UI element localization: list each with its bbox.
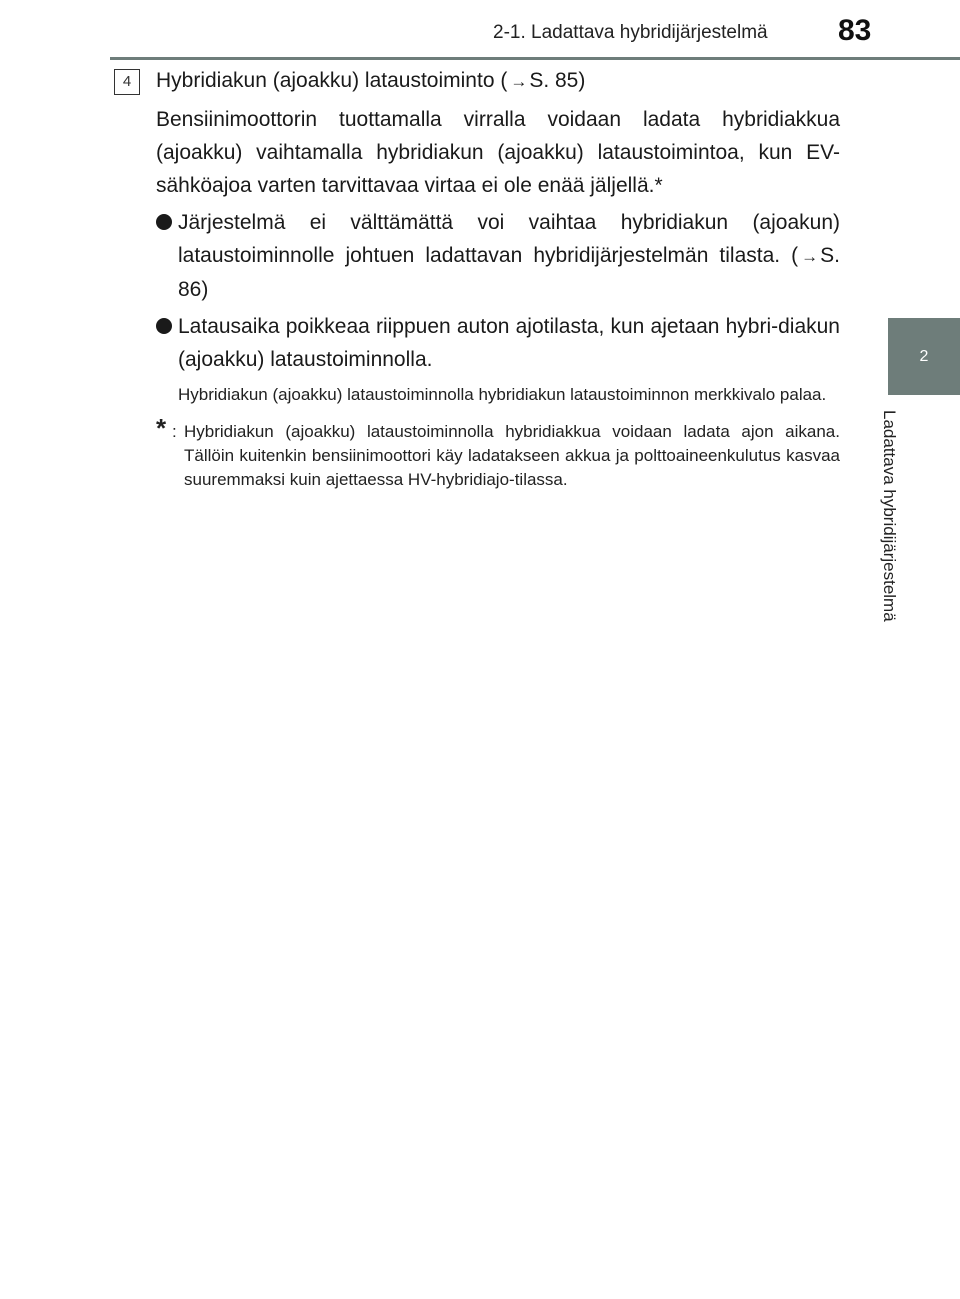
page-number: 83: [838, 14, 872, 47]
arrow-right-icon: →: [801, 247, 819, 266]
bullet-item: [156, 310, 840, 376]
header-divider: [110, 57, 960, 60]
indicator-note: Hybridiakun (ajoakku) lataustoiminnolla hybridiakun lataustoiminnon merkkivalo palaa.: [178, 385, 827, 404]
chapter-number: 2: [919, 347, 929, 365]
section-title: 2-1. Ladattava hybridijärjestelmä: [493, 22, 768, 43]
bullet-dot-icon: [156, 214, 172, 230]
item-heading-text: Hybridiakun (ajoakku) lataustoiminto (: [156, 69, 508, 92]
page-reference-link[interactable]: S. 85): [529, 69, 586, 92]
bullet-item: [156, 206, 840, 306]
arrow-right-icon: →: [510, 72, 528, 91]
chapter-side-label: [880, 410, 921, 660]
item-paragraph: Bensiinimoottorin tuottamalla virralla voidaan ladata hybridiakkua (ajoakku) vaihtamalla hybridiakun (ajoakku) lataustoimintoa, kun EV-sähköajoa varten tarvittavaa virtaa ei ole enää jäljellä.*: [156, 108, 840, 197]
item-heading: [110, 66, 840, 97]
page-reference-link[interactable]: S. 86): [178, 244, 840, 301]
bullet-dot-icon: [156, 318, 172, 334]
bullet-text: Järjestelmä ei välttämättä voi vaihtaa hybridiakun (ajoakun) lataustoiminnolle johtuen ladattavan hybridijärjestelmän tilasta. (: [178, 211, 840, 267]
footnote-colon: :: [172, 422, 177, 441]
chapter-tab: [888, 318, 960, 395]
chapter-title: Ladattava hybridijärjestelmä: [880, 410, 899, 622]
footnote-text: Hybridiakun (ajoakku) lataustoiminnolla hybridiakkua voidaan ladata ajon aikana. Tällöin kuitenkin bensiinimoottori käy ladatakseen akkua ja polttoaineenkulutus kasvaa suuremmaksi kuin ajettaessa HV-hybridiajo-tilassa.: [184, 422, 840, 489]
page-content: [110, 66, 840, 492]
footnote-asterisk: *: [156, 413, 167, 443]
bullet-list: [156, 206, 840, 376]
footnote: [156, 413, 840, 492]
bullet-text: Latausaika poikkeaa riippuen auton ajotilasta, kun ajetaan hybri-diakun (ajoakku) lataustoiminnolla.: [178, 315, 840, 371]
item-number-badge: 4: [114, 69, 140, 95]
